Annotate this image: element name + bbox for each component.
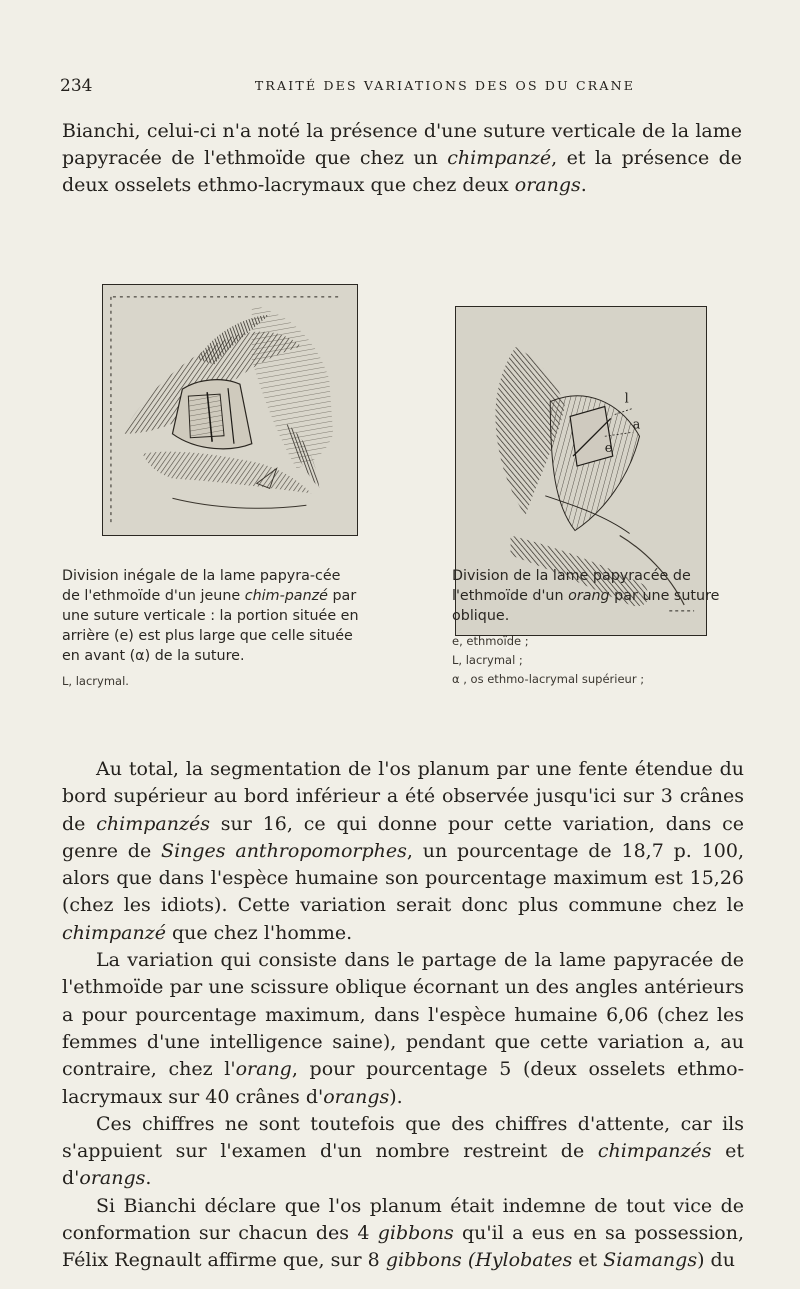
caption-left-legend-0: L, lacrymal. <box>62 674 129 688</box>
main-text <box>62 756 744 1275</box>
caption-right-legend-2: α , os ethmo-lacrymal supérieur ; <box>452 672 645 686</box>
running-head: TRAITÉ DES VARIATIONS DES OS DU CRANE <box>254 78 636 93</box>
paragraph-4: Si Bianchi déclare que l'os planum était indemne de tout vice de conformation sur chacun des 4 gibbons qu'il a eus en sa possession, Félix Regnault affirme que, sur 8 gibbons (Hylobates et Siamangs) du <box>62 1194 744 1272</box>
label-e: e <box>604 441 613 457</box>
intro-text-1: Bianchi, celui-ci n'a noté la présence d'une suture verticale de la lame papyracée de l'ethmoïde que chez un <box>62 120 742 169</box>
caption-right <box>452 566 752 689</box>
intro-italic-chimpanze: chimpanzé <box>447 147 552 169</box>
page-number: 234 <box>60 76 93 96</box>
paragraph-1: Au total, la segmentation de l'os planum par une fente étendue du bord supérieur au bord inférieur a été observée jusqu'ici sur 3 crânes de chimpanzés sur 16, ce qui donne pour cette variation, dans ce genre de Singes anthropomorphes, un pourcentage de 18,7 p. 100, alors que dans l'espèce humaine son pourcentage maximum est 15,26 (chez les idiots). Cette variation serait donc plus commune chez le chimpanzé que chez l'homme. <box>62 758 744 944</box>
intro-text-2: , et la présence de deux osselets ethmo-lacrymaux que chez deux <box>62 147 742 196</box>
page-header <box>60 76 740 100</box>
paragraph-3: Ces chiffres ne sont toutefois que des chiffres d'attente, car ils s'appuient sur l'examen d'un nombre restreint de chimpanzés et d'orangs. <box>62 1112 744 1190</box>
intro-paragraph <box>62 118 742 199</box>
caption-right-italic: orang <box>568 588 610 604</box>
caption-left-body: Division inégale de la lame papyra-cée de l'ethmoïde d'un jeune chim-panzé par une suture verticale : la portion située en arrière (e) est plus large que celle située en avant (α) de la suture. <box>62 568 359 664</box>
caption-right-legend-1: L, lacrymal ; <box>452 653 523 667</box>
intro-text-3: . <box>580 174 587 196</box>
caption-left-italic: chim-panzé <box>244 588 328 604</box>
figure-chimpanzee-orbit <box>102 284 358 536</box>
label-l: l <box>624 391 629 407</box>
label-a: a <box>632 417 641 433</box>
caption-right-legend-0: e, ethmoïde ; <box>452 634 529 648</box>
intro-italic-orangs: orangs <box>514 174 581 196</box>
paragraph-2: La variation qui consiste dans le partage de la lame papyracée de l'ethmoïde par une scissure oblique écornant un des angles antérieurs a pour pourcentage maximum, dans l'espèce humaine 6,06 (chez les femmes d'une intelligence saine), pendant que cette variation a, au contraire, chez l'orang, pour pourcentage 5 (deux osselets ethmo-lacrymaux sur 40 crânes d'orangs). <box>62 949 744 1108</box>
caption-right-body: Division de la lame papyracée de l'ethmoïde d'un orang par une suture oblique. <box>452 568 720 624</box>
chimpanzee-orbit-illustration <box>103 285 357 535</box>
caption-left <box>62 566 362 691</box>
